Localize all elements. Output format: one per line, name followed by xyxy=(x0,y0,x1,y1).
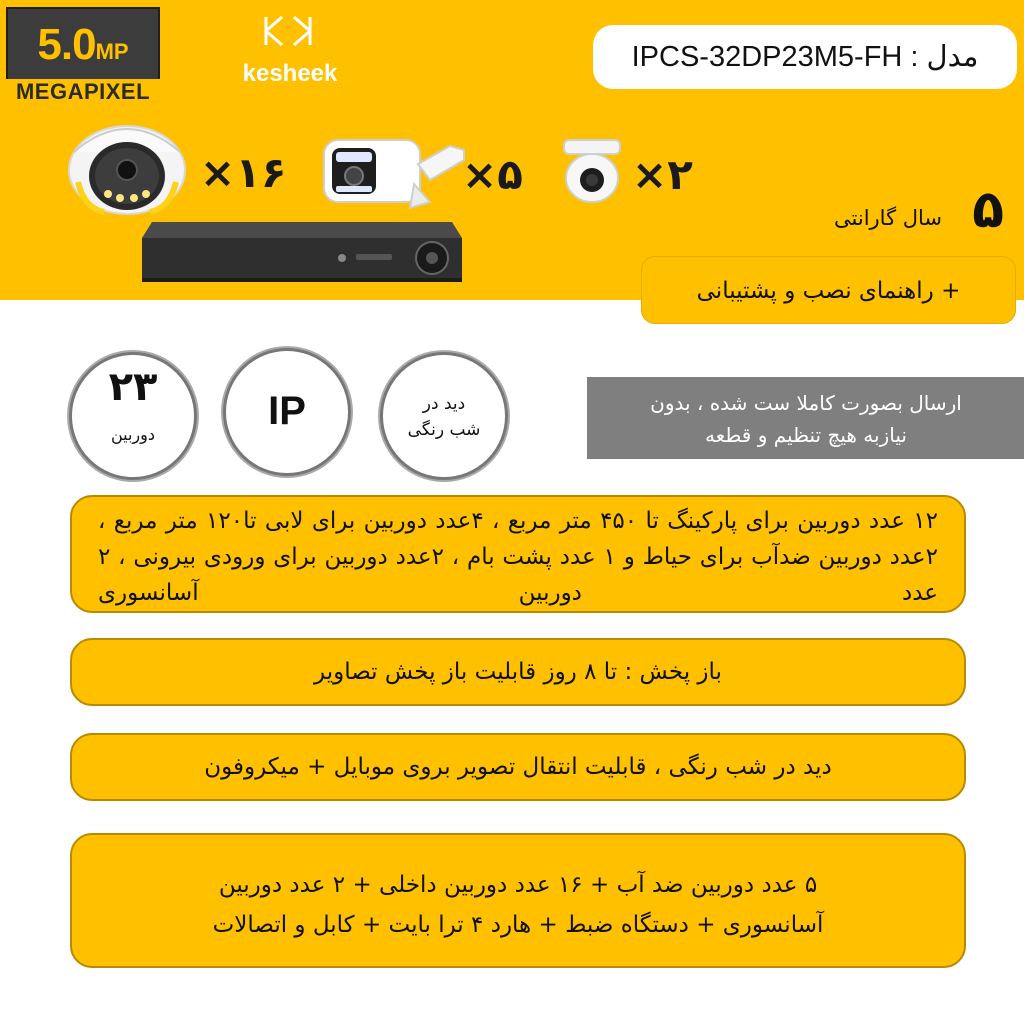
brand-logo xyxy=(232,14,348,88)
shipping-note xyxy=(587,377,1024,459)
megapixel-value: 5.0MP xyxy=(37,20,129,69)
brand-name: kesheek xyxy=(242,60,338,87)
package-line2: آسانسوری + دستگاه ضبط + هارد ۴ ترا بایت + کابل و اتصالات xyxy=(212,912,824,938)
night-vision-line1: دید در xyxy=(422,394,466,414)
camera-count-number: ۲۳ xyxy=(108,364,158,410)
kesheek-logo-icon xyxy=(262,14,314,48)
bullet-camera-icon xyxy=(318,124,472,216)
warranty-years: ۵ xyxy=(972,180,1004,240)
camera-count-circle xyxy=(69,352,197,480)
shipping-line1: ارسال بصورت کاملا ست شده ، بدون xyxy=(650,391,962,415)
mini-dome-camera-count: ×۲ xyxy=(632,150,693,199)
warranty-label: سال گارانتی xyxy=(834,206,942,230)
warranty-info xyxy=(790,180,1012,246)
install-support-badge: + راهنمای نصب و پشتیبانی xyxy=(641,256,1016,324)
camera-count-label: دوربین xyxy=(110,425,156,444)
night-vision-line2: شب رنگی xyxy=(407,420,481,440)
shipping-line2: نیازبه هیچ تنظیم و قطعه xyxy=(705,423,907,447)
camera-allocation-box: ۱۲ عدد دوربین برای پارکینگ تا ۴۵۰ متر مربع ، ۴عدد دوربین برای لابی تا۱۲۰ متر مربع ، ۲عدد دوربین ضدآب برای حیاط و ۱ عدد پشت بام ، ۲عدد دوربین برای ورودی بیرونی ، ۲ عدد دوربین آسانسوری xyxy=(70,495,966,613)
dome-camera-icon xyxy=(64,112,190,216)
ip-label: IP xyxy=(268,389,306,433)
megapixel-badge xyxy=(6,7,160,105)
megapixel-unit: MP xyxy=(95,39,129,64)
megapixel-label: MEGAPIXEL xyxy=(6,79,160,105)
package-line1: ۵ عدد دوربین ضد آب + ۱۶ عدد دوربین داخلی + ۲ عدد دوربین xyxy=(218,872,818,898)
bullet-camera-count: ×۵ xyxy=(462,150,523,199)
mini-dome-camera-icon xyxy=(556,136,628,204)
package-contents-box xyxy=(70,833,966,968)
nvr-recorder-icon xyxy=(138,220,466,286)
night-vision-circle xyxy=(380,352,508,480)
night-vision-box: دید در شب رنگی ، قابلیت انتقال تصویر بروی موبایل + میکروفون xyxy=(70,733,966,801)
ip-circle xyxy=(223,348,351,476)
dome-camera-count: ×۱۶ xyxy=(200,148,287,197)
playback-box: باز پخش : تا ۸ روز قابلیت باز پخش تصاویر xyxy=(70,638,966,706)
model-label: مدل : IPCS-32DP23M5-FH xyxy=(593,25,1017,89)
